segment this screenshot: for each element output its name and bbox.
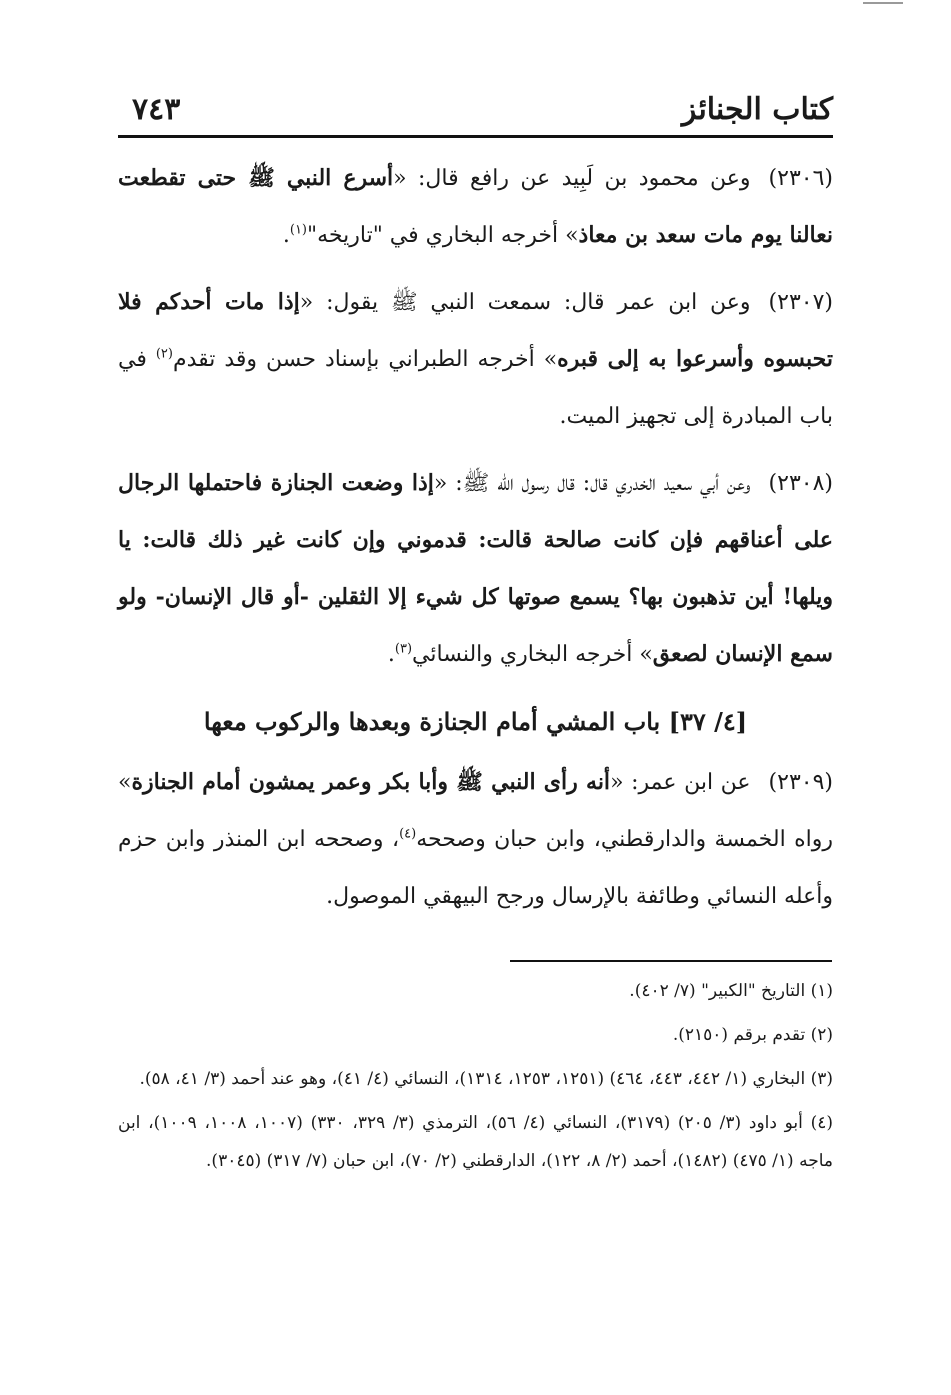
footnote: (٤) أبو داود (٣/ ٢٠٥) (٣١٧٩)، النسائي (٤/ ٥٦)، الترمذي (٣/ ٣٢٩، ٣٣٠) (١٠٠٧، ١٠٠٨، ١٠٠٩)، ابن ماجه (١/ ٤٧٥) (١٤٨٢)، أحمد (٢/ ٨، ١٢٢)، الدارقطني (٢/ ٧٠)، ابن حبان (٧/ ٣١٧) (٣٠٤٥). xyxy=(118,1113,834,1171)
footnote: (٣) البخاري (١/ ٤٤٢، ٤٤٣، ٤٦٤) (١٢٥١، ١٢٥٣، ١٣١٤)، النسائي (٤/ ٤١)، وهو عند أحمد (٣/ ٤١، ٥٨). xyxy=(139,1069,833,1089)
footnote-ref: (٢) xyxy=(155,346,173,362)
hadith-quote: إذا وضعت الجنازة فاحتملها الرجال على أعناقهم فإن كانت صالحة قالت: قدموني وإن كانت غير ذلك قالت: يا ويلها! أين تذهبون بها؟ يسمع صوتها كل شيء إلا الثقلين -أو قال الإنسان- ولو سمع الإنسان لصعق xyxy=(118,470,833,667)
scan-corner-mark xyxy=(863,2,903,4)
hadith-intro: وعن ابن عمر قال: سمعت النبي ﷺ يقول: « xyxy=(299,290,751,315)
footnote-rule xyxy=(510,960,832,962)
hadith-source: » أخرجه البخاري في "تاريخه" xyxy=(307,223,579,248)
hadith-number: (٢٣٠٩) xyxy=(768,770,833,795)
footnote: (٢) تقدم برقم (٢١٥٠). xyxy=(672,1025,833,1045)
page-number: ٧٤٣ xyxy=(132,92,181,127)
hadith-number: (٢٣٠٦) xyxy=(768,166,833,191)
hadith-paragraph xyxy=(118,274,833,445)
hadith-number: (٢٣٠٧) xyxy=(768,290,833,315)
hadith-source: » أخرجه البخاري والنسائي xyxy=(412,642,653,667)
chapter-title: كتاب الجنائز xyxy=(681,92,833,127)
hadith-number: (٢٣٠٨) xyxy=(768,471,833,496)
hadith-quote: إذا مات أحدكم فلا تحبسوه وأسرعوا به إلى قبره xyxy=(118,289,833,372)
hadith-quote: أنه رأى النبي ﷺ وأبا بكر وعمر يمشون أمام الجنازة xyxy=(131,769,611,795)
footnote-ref: (٣) xyxy=(394,641,413,657)
section-heading: [٤/ ٣٧] باب المشي أمام الجنازة وبعدها والركوب معها xyxy=(203,707,748,736)
hadith-paragraph xyxy=(118,455,833,683)
hadith-intro: وعن أبي سعيد الخدري قال: قال رسول الله ﷺ: « xyxy=(433,471,751,496)
hadith-tail: . xyxy=(282,223,290,248)
hadith-source: » أخرجه الطبراني بإسناد حسن وقد تقدم xyxy=(172,347,558,372)
hadith-paragraph xyxy=(118,754,833,925)
hadith-paragraph xyxy=(118,150,833,264)
hadith-intro: وعن محمود بن لَبِيد عن رافع قال: « xyxy=(393,166,751,191)
footnote-ref: (١) xyxy=(289,222,307,238)
hadith-tail: . xyxy=(387,642,395,667)
header-rule xyxy=(118,135,833,138)
footnotes xyxy=(118,972,833,1186)
hadith-tail: ، وصححه ابن المنذر وابن حزم وأعله النسائي وطائفة بالإرسال ورجح البيهقي الموصول. xyxy=(118,827,833,909)
hadith-quote: أسرع النبي ﷺ حتى تقطعت نعالنا يوم مات سعد بن معاذ xyxy=(118,165,833,248)
footnote: (١) التاريخ "الكبير" (٧/ ٤٠٢). xyxy=(629,981,833,1001)
footnote-ref: (٤) xyxy=(399,826,417,842)
main-text xyxy=(118,150,833,935)
hadith-tail: في باب المبادرة إلى تجهيز الميت. xyxy=(118,347,833,429)
hadith-source: » رواه الخمسة والدارقطني، وابن حبان وصححه xyxy=(118,770,833,852)
running-header xyxy=(118,92,833,132)
hadith-intro: عن ابن عمر: « xyxy=(610,770,751,795)
